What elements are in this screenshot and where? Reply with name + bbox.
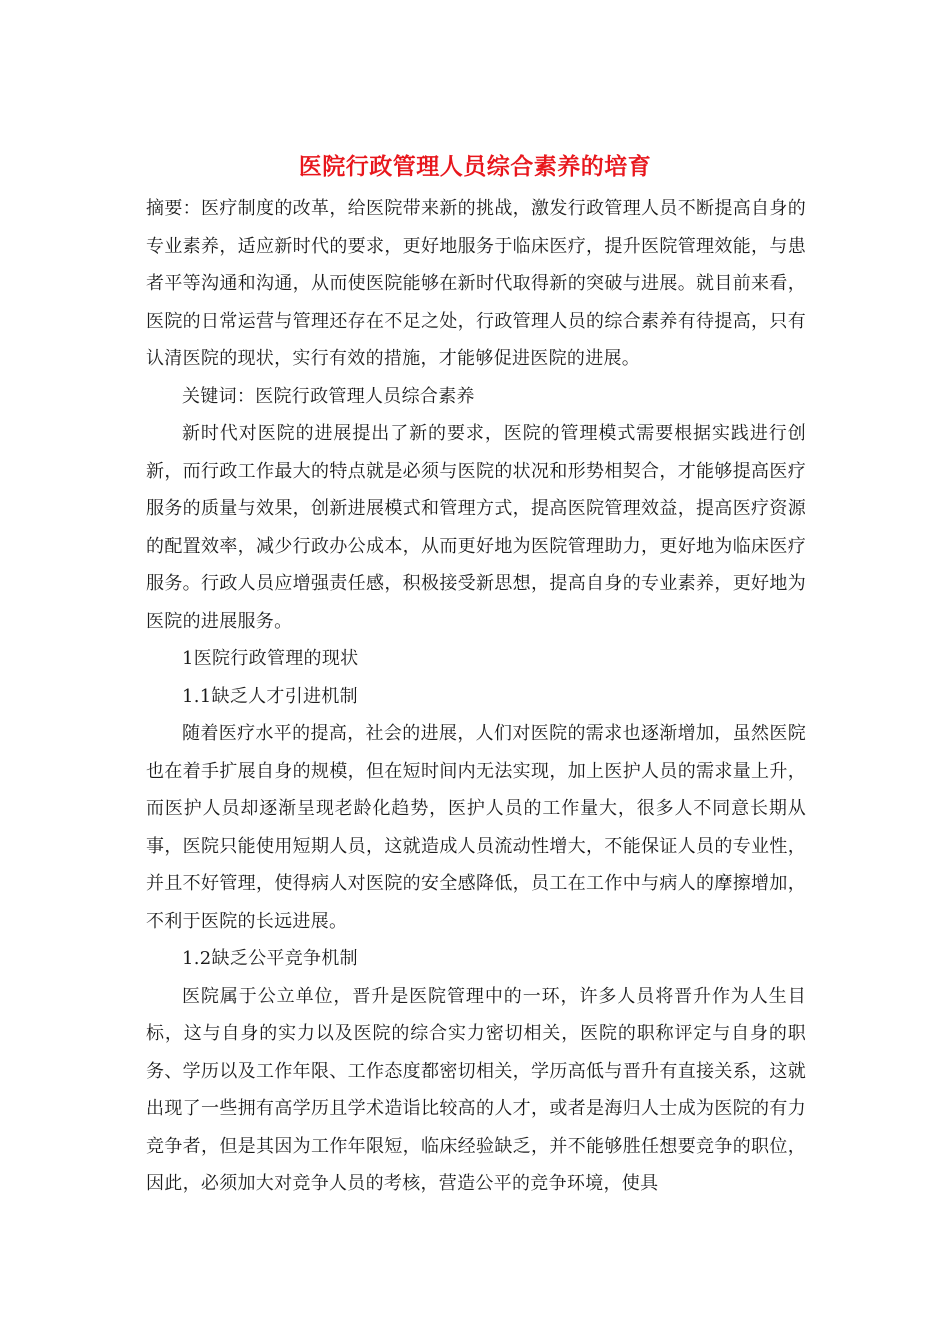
section-1-heading: 1医院行政管理的现状 — [182, 648, 359, 669]
document-body — [146, 190, 806, 1203]
intro-paragraph: 新时代对医院的进展提出了新的要求，医院的管理模式需要根据实践进行创新，而行政工作最大的特点就是必须与医院的状况和形势相契合，才能够提高医疗服务的质量与效果，创新进展模式和管理方式，提高医院管理效益，提高医疗资源的配置效率，减少行政办公成本，从而更好地为医院管理助力，更好地为临床医疗服务。行政人员应增强责任感，积极接受新思想，提高自身的专业素养，更好地为医院的进展服务。 — [146, 423, 806, 632]
abstract-paragraph: 摘要：医疗制度的改革，给医院带来新的挑战，激发行政管理人员不断提高自身的专业素养，适应新时代的要求，更好地服务于临床医疗，提升医院管理效能，与患者平等沟通和沟通，从而使医院能够在新时代取得新的突破与进展。就目前来看，医院的日常运营与管理还存在不足之处，行政管理人员的综合素养有待提高，只有认清医院的现状，实行有效的措施，才能够促进医院的进展。 — [146, 198, 806, 369]
section-1-2-paragraph: 医院属于公立单位，晋升是医院管理中的一环，许多人员将晋升作为人生目标，这与自身的实力以及医院的综合实力密切相关，医院的职称评定与自身的职务、学历以及工作年限、工作态度都密切相关，学历高低与晋升有直接关系，这就出现了一些拥有高学历且学术造诣比较高的人才，或者是海归人士成为医院的有力竞争者，但是其因为工作年限短，临床经验缺乏，并不能够胜任想要竞争的职位，因此，必须加大对竞争人员的考核，营造公平的竞争环境，使具 — [146, 985, 806, 1194]
document-title: 医院行政管理人员综合素养的培育 — [298, 153, 652, 180]
section-1-1-paragraph: 随着医疗水平的提高，社会的进展，人们对医院的需求也逐渐增加，虽然医院也在着手扩展自身的规模，但在短时间内无法实现，加上医护人员的需求量上升，而医护人员却逐渐呈现老龄化趋势，医护人员的工作量大，很多人不同意长期从事，医院只能使用短期人员，这就造成人员流动性增大，不能保证人员的专业性，并且不好管理，使得病人对医院的安全感降低，员工在工作中与病人的摩擦增加，不利于医院的长远进展。 — [146, 723, 806, 932]
keywords-line: 关键词：医院行政管理人员综合素养 — [182, 385, 475, 407]
section-1-1-heading: 1.1缺乏人才引进机制 — [182, 685, 358, 707]
section-1-2-heading: 1.2缺乏公平竞争机制 — [182, 948, 358, 969]
